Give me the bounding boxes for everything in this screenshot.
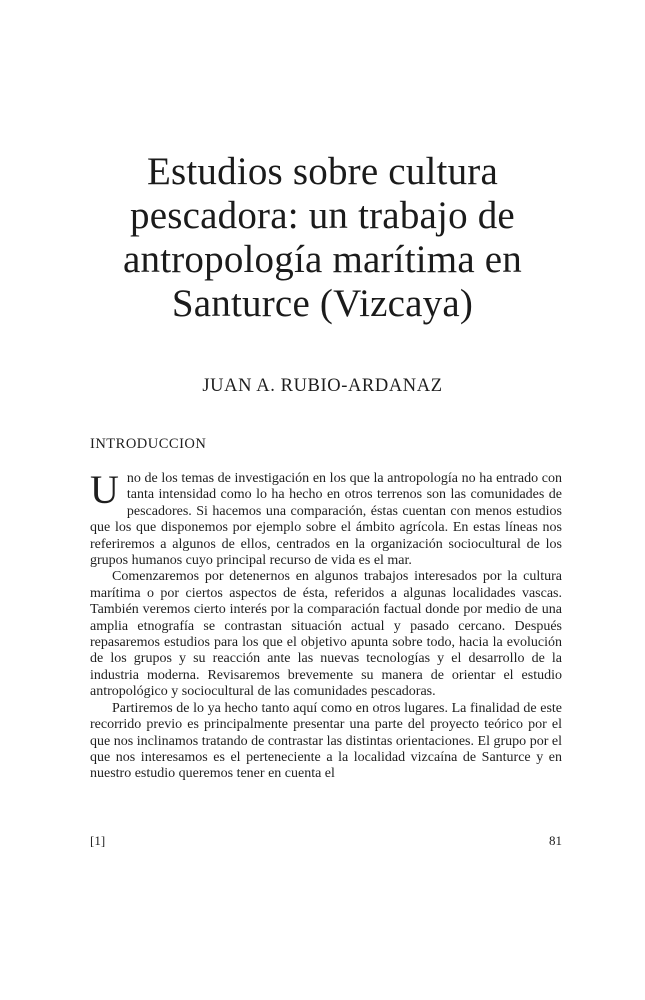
paragraph-1 [90, 467, 562, 569]
drop-cap: U [90, 467, 119, 512]
paragraph-1-text: no de los temas de investigación en los que la antropología no ha entrado con tanta intensidad como lo ha hecho en otros terrenos son las comunidades de pescadores. Si hacemos una comparación, éstas cuentan con menos estudios que los que disponemos por ejemplo sobre el ámbito agrícola. En estas líneas nos referiremos a algunos de ellos, centrados en la organización sociocultural de los grupos humanos cuyo principal recurso de vida es el mar. [90, 471, 562, 569]
article-title: Estudios sobre cultura pescadora: un trabajo de antropología marítima en Santurce (Vizcaya) [122, 150, 522, 325]
paragraph-3: Partiremos de lo ya hecho tanto aquí como en otros lugares. La finalidad de este recorrido previo es principalmente presentar una parte del proyecto teórico por el que nos inclinamos tratando de contrastar las distintas orientaciones. El grupo por el que nos interesamos es el perteneciente a la localidad vizcaína de Santurce y en nuestro estudio queremos tener en cuenta el [90, 700, 562, 782]
paragraph-2: Comenzaremos por detenernos en algunos trabajos interesados por la cultura marítima o por ciertos aspectos de ésta, referidos a algunas localidades vascas. También veremos cierto interés por la comparación factual donde por medio de una amplia etnografía se contrastan situación actual y pasado cercano. Después repasaremos estudios para los que el objetivo apunta sobre todo, hacia la evolución de los grupos y su reacción ante las nuevas tecnologías y el desarrollo de la industria moderna. Revisaremos brevemente su manera de orientar el estudio antropológico y sociocultural de las comunidades pescadoras. [90, 569, 562, 700]
page-number: 81 [549, 833, 562, 848]
section-heading: INTRODUCCION [90, 436, 207, 452]
footnote-marker: [1] [90, 833, 106, 848]
article-body [90, 467, 562, 783]
article-author: JUAN A. RUBIO-ARDANAZ [202, 376, 443, 396]
